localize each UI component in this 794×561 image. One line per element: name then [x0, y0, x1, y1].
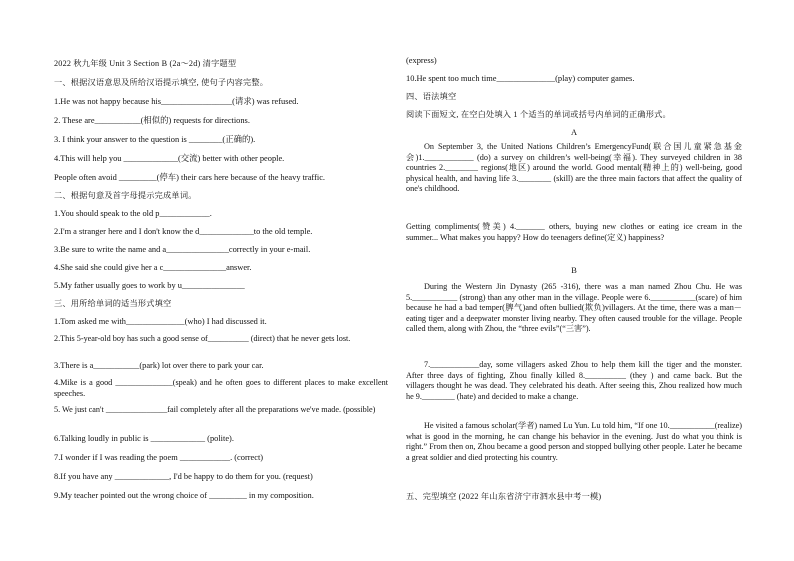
question-2-2: 2.I'm a stranger here and I don't know the d_____________to the old temple. [54, 227, 313, 236]
section-4-heading: 四、语法填空 [406, 92, 457, 101]
question-3-8: 8.If you have any _____________, I'd be happy to do them for you. (request) [54, 472, 313, 481]
section-5-heading: 五、完型填空 (2022 年山东省济宁市泗水县中考一模) [406, 492, 602, 501]
question-1-4: 4.This will help you _____________(交流) better with other people. [54, 154, 285, 163]
question-2-3: 3.Be sure to write the name and a_______________correctly in your e-mail. [54, 245, 311, 254]
question-3-6: 6.Talking loudly in public is _____________ (polite). [54, 434, 234, 443]
question-1-3: 3. I think your answer to the question is ________(正确的). [54, 135, 256, 144]
passage-a-paragraph-1: On September 3, the United Nations Children’s EmergencyFund(联合国儿童紧急基金会)1.____________ (do) a survey on children’s well-being(幸福). They surveyed children in 38 countries 2.________ regions(地区) around the world. Good mental(精神上的) well-being, good physical health, and having life 3.________ (skill) are the three main factors that affect the quality of one's childhood. [406, 142, 742, 194]
question-3-7: 7.I wonder if I was reading the poem ____________. (correct) [54, 453, 264, 462]
question-1-2: 2. These are___________(相似的) requests for directions. [54, 116, 250, 125]
question-1-5: People often avoid _________(停车) their cars here because of the heavy traffic. [54, 173, 326, 182]
question-3-3: 3.There is a___________(park) lot over there to park your car. [54, 361, 264, 370]
passage-b-paragraph-2: 7.____________day, some villagers asked Zhou to help them kill the tiger and the monster. After three days of fighting, Zhou finally killed 8.__________ (they ) and came back. But the villagers thought he was dead. They celebrated his death. After seeing this, Zhou realized how much he 9.________ (hate) and decided to make a change. [406, 360, 742, 401]
carryover-text: (express) [406, 56, 437, 65]
question-3-9: 9.My teacher pointed out the wrong choice of _________ in my composition. [54, 491, 314, 500]
worksheet-title: 2022 秋九年级 Unit 3 Section B (2a～2d) 清字题型 [54, 59, 237, 68]
passage-b-label: B [571, 266, 577, 275]
question-3-5: 5. We just can't _______________fail completely after all the preparations we've made. (possible) [54, 405, 376, 414]
question-1-1: 1.He was not happy because his_________________(请求) was refused. [54, 97, 299, 106]
section-3-heading: 三、用所给单词的适当形式填空 [54, 299, 172, 308]
question-3-2: 2.This 5-year-old boy has such a good sense of__________ (direct) that he never gets lost. [54, 334, 351, 343]
passage-b-paragraph-3: He visited a famous scholar(学者) named Lu Yun. Lu told him, “If one 10.___________(realize) what is good in the morning, he can change his behavior in the evening. Just do what you think is right.” From then on, Zhou became a good person and stopped bullying other people. Later he became a great soldier and died protecting his country. [406, 421, 742, 462]
section-1-heading: 一、根据汉语意思及所给汉语提示填空, 使句子内容完整。 [54, 78, 269, 87]
section-4-instructions: 阅读下面短文, 在空白处填入 1 个适当的单词或括号内单词的正确形式。 [406, 110, 671, 119]
question-3-10: 10.He spent too much time______________(play) computer games. [406, 74, 635, 83]
passage-a-label: A [570, 128, 578, 137]
passage-a-paragraph-2: Getting compliments(赞美) 4._______ others, buying new clothes or eating ice cream in the summer... What makes you happy? How do teenagers define(定义) happiness? [406, 222, 742, 242]
question-3-1: 1.Tom asked me with______________(who) I had discussed it. [54, 317, 267, 326]
question-2-1: 1.You should speak to the old p____________. [54, 209, 212, 218]
question-2-4: 4.She said she could give her a c_______________answer. [54, 263, 252, 272]
section-2-heading: 二、根据句意及首字母提示完成单词。 [54, 191, 197, 200]
question-3-4: 4.Mike is a good ______________(speak) and he often goes to different places to make excellent speeches. [54, 378, 388, 398]
passage-b-paragraph-1: During the Western Jin Dynasty (265 -316), there was a man named Zhou Chu. He was 5.___________ (strong) than any other man in the village. People were 6.___________(scare) of him because he had a bad temper(脾气)and often bullied(欺负)villagers. At the time, there was a man－eating tiger and a deepwater monster living nearby. They often caused trouble for the village. People called them, along with Zhou, the “three evils”(“三害”). [406, 282, 742, 334]
question-2-5: 5.My father usually goes to work by u_______________ [54, 281, 245, 290]
